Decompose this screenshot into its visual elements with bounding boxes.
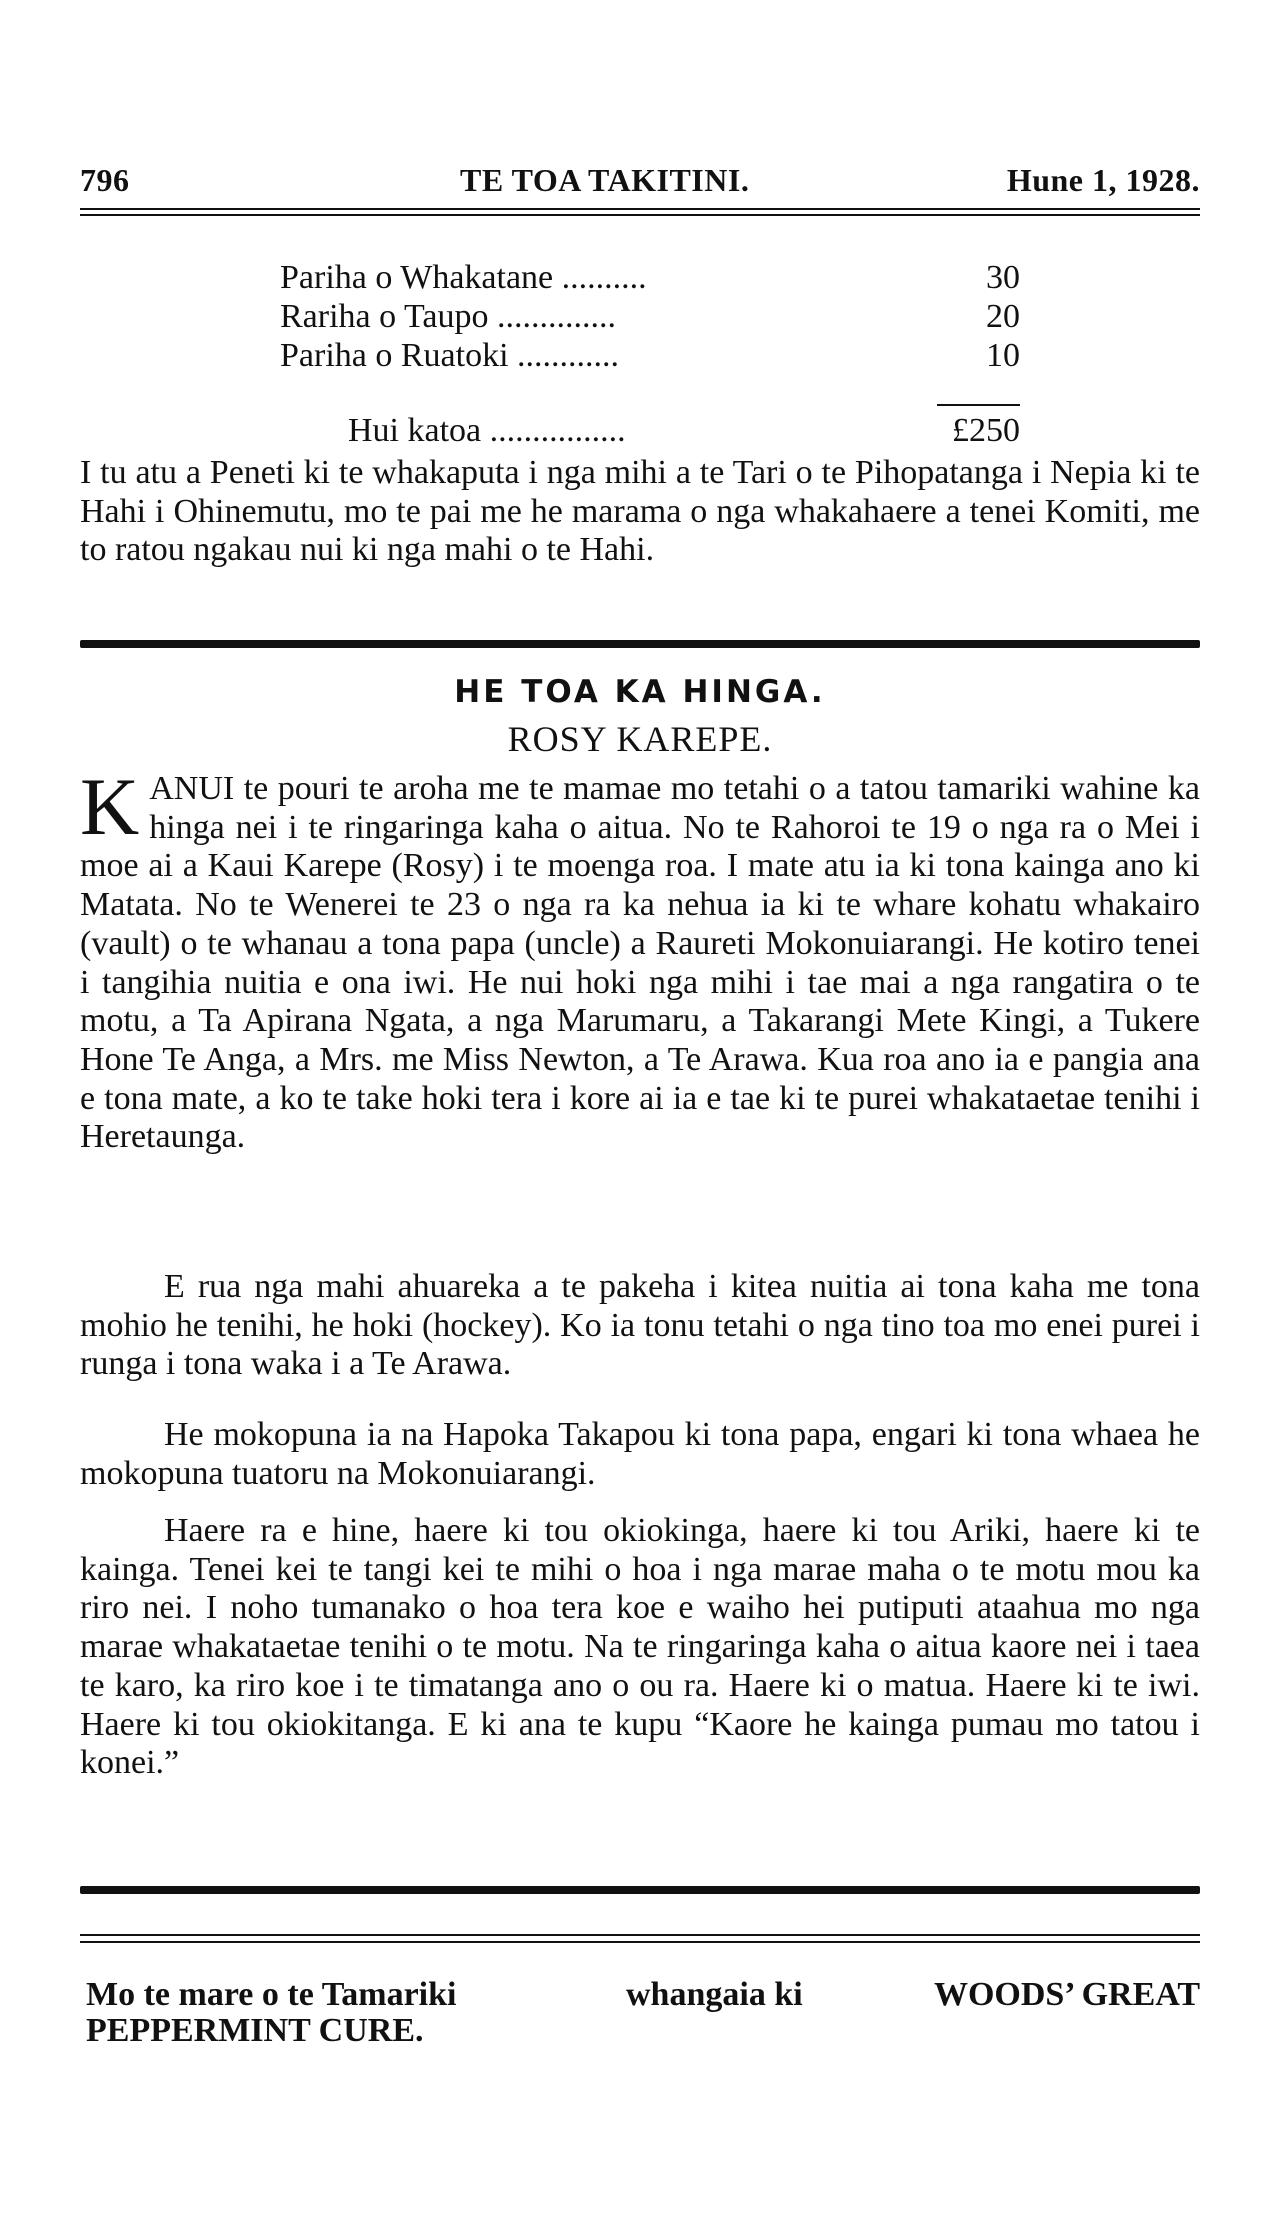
ad-rule-bottom	[80, 1941, 1200, 1943]
total-label: Hui katoa ................	[348, 412, 626, 449]
contribution-label: Pariha o Whakatane ..........	[280, 259, 647, 296]
article-heading: HE TOA KA HINGA.	[454, 674, 826, 710]
contribution-label: Pariha o Ruatoki ............	[280, 337, 620, 374]
article-paragraph-3: He mokopuna ia na Hapoka Takapou ki tona papa, engari ki tona whaea he mokopuna tuatoru na Mokonuiarangi.	[80, 1416, 1200, 1492]
article-subheading: ROSY KAREPE.	[507, 719, 773, 759]
publication-title: TE TOA TAKITINI.	[460, 162, 750, 198]
sum-rule	[937, 404, 1020, 406]
ad-rule-top	[80, 1934, 1200, 1936]
section-divider	[80, 1886, 1200, 1894]
article-paragraph-1	[80, 761, 1200, 1157]
total-amount: £250	[952, 412, 1020, 449]
ad-brand: PEPPERMINT CURE.	[86, 2012, 424, 2049]
article-paragraph-4: Haere ra e hine, haere ki tou okiokinga, haere ki tou Ariki, haere ki te kainga. Tenei kei te tangi kei te mihi o hoa i nga marae maha o te motu mou ka riro nei. I noho tumanako o hoa tera koe e waiho hei putiputi ataahua mo nga marae whakataetae tenihi o te motu. Na te ringaringa kaha o aitua kaore nei i taea te karo, ka riro koe i te timatanga ano o ou ra. Haere ki o matua. Haere ki te iwi. Haere ki tou okiokitanga. E ki ana te kupu “Kaore he kainga pumau mo tatou i konei.”	[80, 1512, 1200, 1782]
contribution-amount: 10	[986, 337, 1020, 374]
ad-text: Mo te mare o te Tamariki	[86, 1976, 457, 2013]
contribution-row	[280, 336, 1020, 375]
contribution-list	[280, 258, 1020, 375]
contribution-amount: 20	[986, 298, 1020, 335]
contribution-row	[280, 297, 1020, 336]
section-divider	[80, 640, 1200, 648]
advertisement	[86, 1977, 1200, 2049]
paragraph-text: ANUI te pouri te aroha me te mamae mo tetahi o a tatou tamariki wahine ka hinga nei i te ringaringa kaha o aitua. No te Rahoroi te 19 o nga ra o Mei i moe ai a Kaui Karepe (Rosy) i te moenga roa. I mate atu ia ki tona kainga ano ki Matata. No te Wenerei te 23 o nga ra ka nehua ia ki te whare kohatu whakairo (vault) o te whanau a tona papa (uncle) a Raureti Mokonuiarangi. He kotiro tenei i tangihia nuitia e ona iwi. He nui hoki nga mihi i tae mai a nga rangatira o te motu, a Ta Apirana Ngata, a nga Marumaru, a Takarangi Mete Kingi, a Tukere Hone Te Anga, a Mrs. me Miss Newton, a Te Arawa. Kua roa ano ia e pangia ana e tona mate, a ko te take hoki tera i kore ai ia e tae ki te purei whakataetae tenihi i Heretaunga.	[80, 770, 1200, 1156]
header-rule-bottom	[80, 214, 1200, 216]
contribution-row	[280, 258, 1020, 297]
article-paragraph-2: E rua nga mahi ahuareka a te pakeha i kitea nuitia ai tona kaha me tona mohio he tenihi, he hoki (hockey). Ko ia tonu tetahi o nga tino toa mo enei purei i runga i tona waka i a Te Arawa.	[80, 1268, 1200, 1383]
drop-cap: K	[80, 761, 140, 852]
header-rule-top	[80, 208, 1200, 210]
contribution-label: Rariha o Taupo ..............	[280, 298, 616, 335]
page-number: 796	[80, 162, 130, 198]
ad-brand: WOODS’ GREAT	[933, 1976, 1200, 2013]
contribution-amount: 30	[986, 259, 1020, 296]
intro-paragraph: I tu atu a Peneti ki te whakaputa i nga mihi a te Tari o te Pihopatanga i Nepia ki te Hahi i Ohinemutu, mo te pai me he marama o nga whakahaere a tenei Komiti, me to ratou ngakau nui ki nga mahi o te Hahi.	[80, 454, 1200, 569]
ad-text: whangaia ki	[626, 1976, 803, 2013]
ad-line	[86, 2013, 1200, 2049]
ad-line	[86, 1977, 1200, 2013]
issue-date: Hune 1, 1928.	[1006, 162, 1200, 198]
